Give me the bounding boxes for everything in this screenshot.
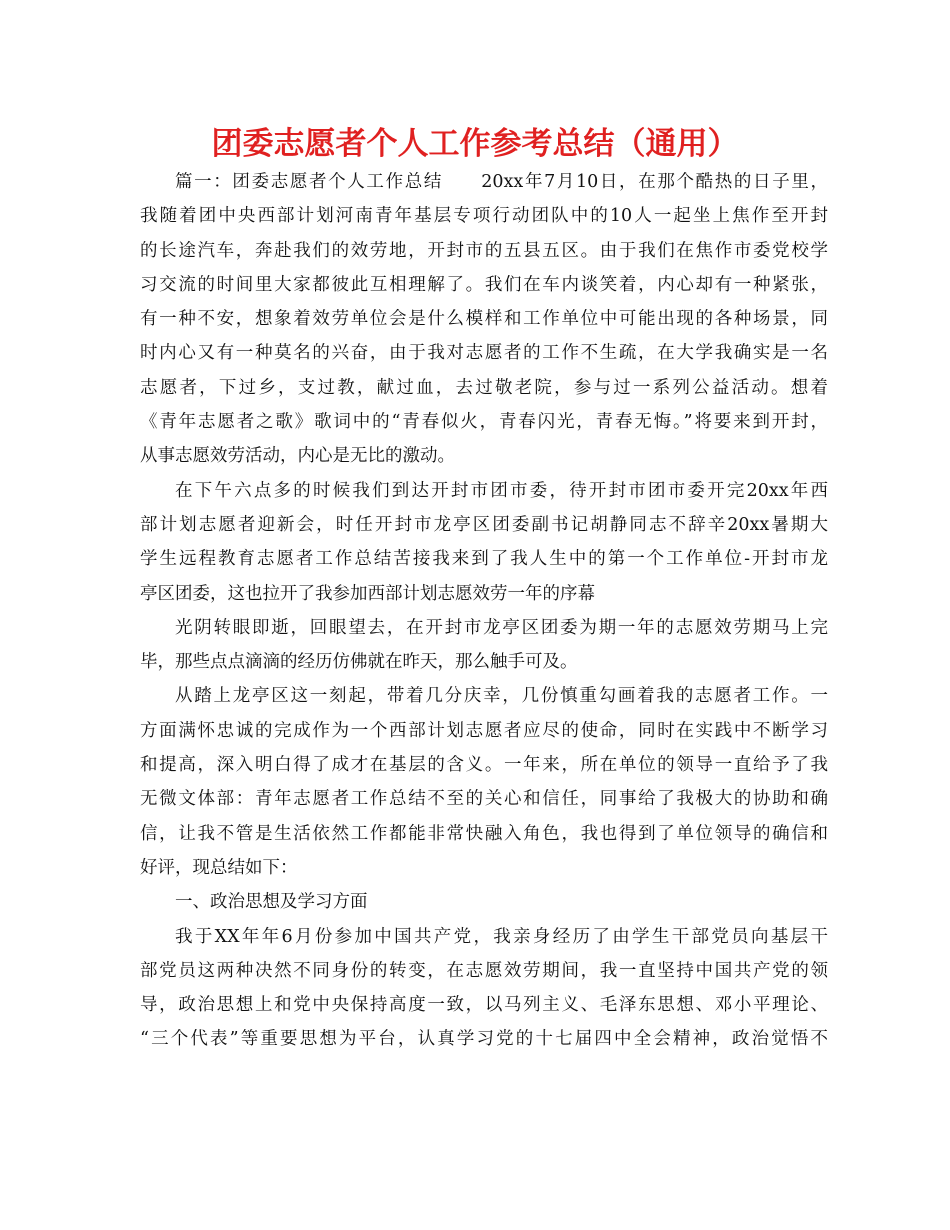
body-line: 有一种不安，想象着效劳单位会是什么模样和工作单位中可能出现的各种场景，同: [140, 309, 828, 330]
body-line: 从事志愿效劳活动，内心是无比的激动。: [140, 446, 455, 467]
body-line: 好评，现总结如下：: [140, 857, 298, 878]
body-line: 一、政治思想及学习方面: [175, 892, 368, 913]
body-line: 篇一：团委志愿者个人工作总结 20xx年7月10日，在那个酷热的日子里，: [175, 172, 828, 192]
body-line: 我随着团中央西部计划河南青年基层专项行动团队中的10人一起坐上焦作至开封: [140, 206, 828, 227]
body-line: 和提高，深入明白得了成才在基层的含义。一年来，所在单位的领导一直给予了我: [140, 755, 828, 776]
body-line: 亭区团委，这也拉开了我参加西部计划志愿效劳一年的序幕: [140, 583, 595, 604]
body-line: 的长途汽车，奔赴我们的效劳地，开封市的五县五区。由于我们在焦作市委党校学: [140, 240, 828, 261]
body-line: 毕，那些点点滴滴的经历仿佛就在昨天，那么触手可及。: [140, 652, 578, 673]
body-line: 学生远程教育志愿者工作总结苦接我来到了我人生中的第一个工作单位-开封市龙: [140, 549, 828, 570]
body-line: 部党员这两种决然不同身份的转变，在志愿效劳期间，我一直坚持中国共产党的领: [140, 960, 828, 981]
body-line: “三个代表”等重要思想为平台，认真学习党的十七届四中全会精神，政治觉悟不: [140, 1029, 828, 1050]
body-line: 我于XX年年6月份参加中国共产党，我亲身经历了由学生干部党员向基层干: [175, 926, 828, 947]
body-line: 在下午六点多的时候我们到达开封市团市委，待开封市团市委开完20xx年西: [175, 480, 828, 501]
body-line: 光阴转眼即逝，回眼望去，在开封市龙亭区团委为期一年的志愿效劳期马上完: [175, 617, 828, 638]
body-line: 无微文体部：青年志愿者工作总结不至的关心和信任，同事给了我极大的协助和确: [140, 789, 828, 810]
body-line: 习交流的时间里大家都彼此互相理解了。我们在车内谈笑着，内心却有一种紧张，: [140, 274, 828, 295]
body-line: 志愿者，下过乡，支过教，献过血，去过敬老院，参与过一系列公益活动。想着: [140, 377, 828, 398]
document-title: 团委志愿者个人工作参考总结（通用）: [211, 126, 739, 162]
body-line: 导，政治思想上和党中央保持高度一致，以马列主义、毛泽东思想、邓小平理论、: [140, 995, 828, 1016]
body-line: 时内心又有一种莫名的兴奋，由于我对志愿者的工作不生疏，在大学我确实是一名: [140, 343, 828, 364]
body-line: 部计划志愿者迎新会，时任开封市龙亭区团委副书记胡静同志不辞辛20xx暑期大: [140, 514, 828, 535]
body-line: 从踏上龙亭区这一刻起，带着几分庆幸，几份慎重勾画着我的志愿者工作。一: [175, 686, 828, 707]
body-line: 方面满怀忠诚的完成作为一个西部计划志愿者应尽的使命，同时在实践中不断学习: [140, 720, 828, 741]
body-line: 信，让我不管是生活依然工作都能非常快融入角色，我也得到了单位领导的确信和: [140, 823, 828, 844]
document-body: [140, 165, 828, 1057]
body-line: 《青年志愿者之歌》歌词中的“青春似火，青春闪光，青春无悔。”将要来到开封，: [140, 412, 828, 433]
